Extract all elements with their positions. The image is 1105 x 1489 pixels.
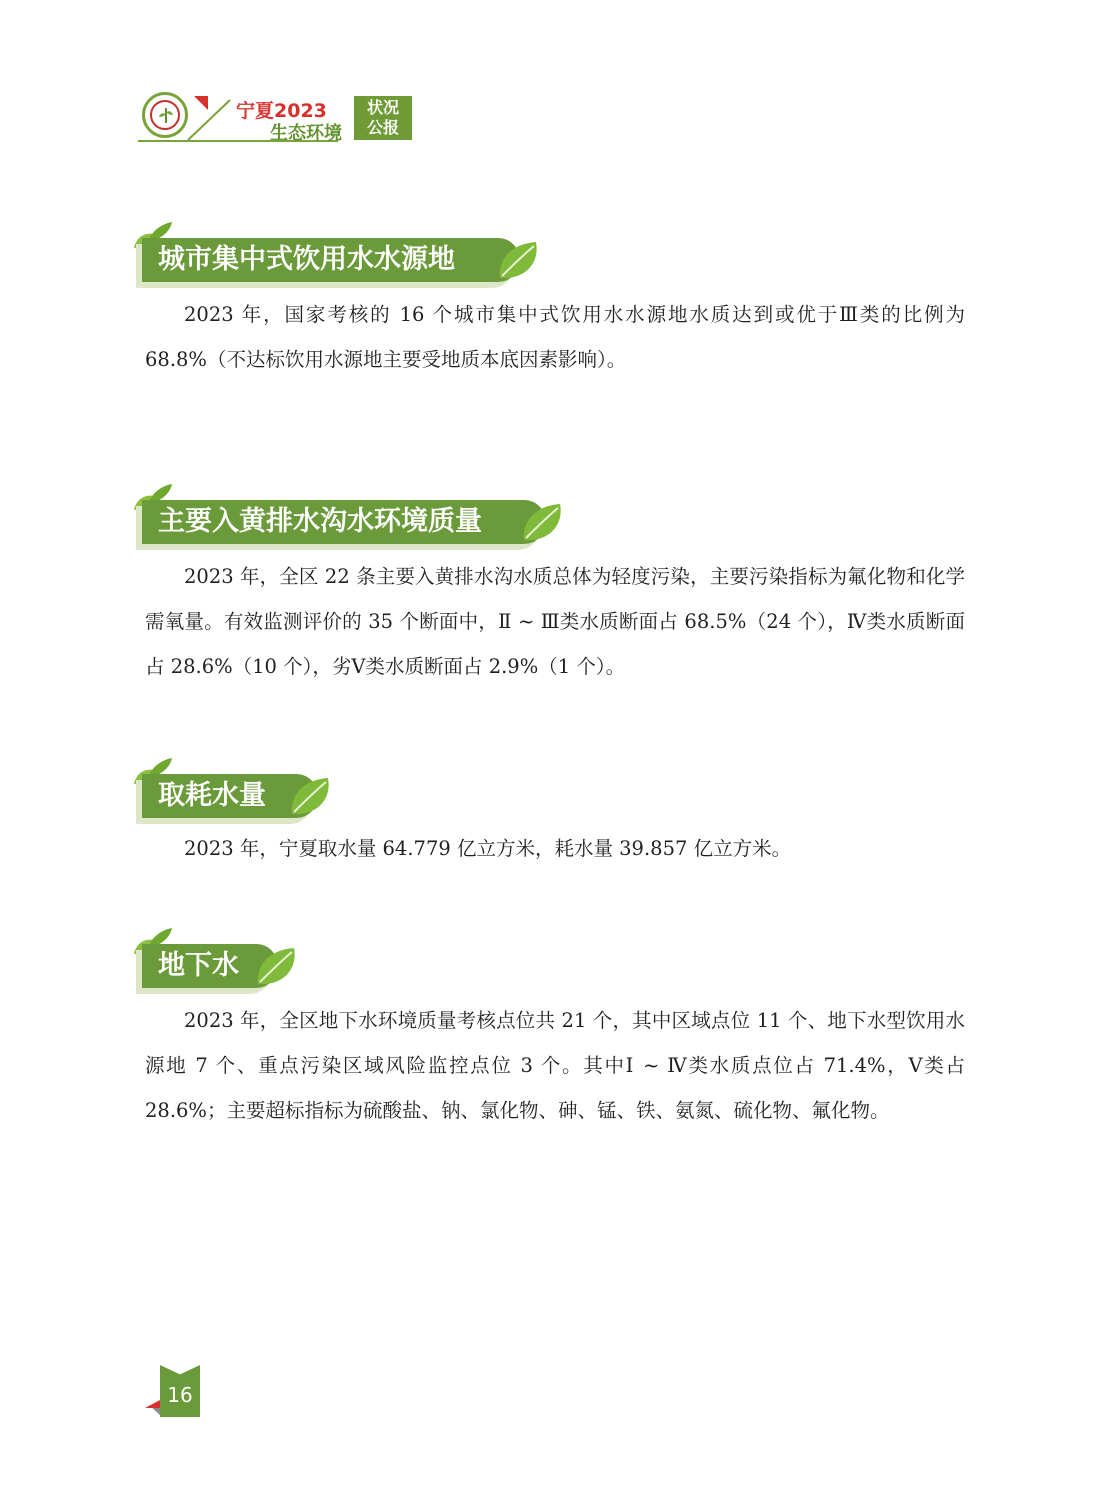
section-paragraph: 2023 年，全区地下水环境质量考核点位共 21 个，其中区域点位 11 个、地下水型饮用水源地 7 个、重点污染区域风险监控点位 3 个。其中Ⅰ ~ Ⅳ类水质点位占 71.4%，Ⅴ类占 28.6%；主要超标指标为硫酸盐、钠、氯化物、砷、锰、铁、氨氮、硫化物、氟化物。 bbox=[145, 1009, 965, 1122]
page-number-badge bbox=[145, 1365, 205, 1417]
section-title: 取耗水量 bbox=[158, 780, 266, 811]
header-badge-line1: 状况 bbox=[366, 98, 399, 117]
section-title: 地下水 bbox=[158, 950, 239, 981]
header-title-year: 宁夏2023 bbox=[236, 100, 327, 122]
big-leaf-icon bbox=[288, 774, 334, 820]
header-diagonal bbox=[186, 98, 238, 142]
big-leaf-icon bbox=[254, 944, 300, 990]
header-badge bbox=[354, 96, 412, 140]
header-title-subject: 生态环境 bbox=[270, 123, 342, 144]
section-paragraph: 2023 年，宁夏取水量 64.779 亿立方米，耗水量 39.857 亿立方米。 bbox=[184, 837, 792, 860]
section-paragraph: 2023 年，国家考核的 16 个城市集中式饮用水水源地水质达到或优于Ⅲ类的比例为 68.8%（不达标饮用水源地主要受地质本底因素影响）。 bbox=[145, 303, 965, 371]
header-badge-line2: 公报 bbox=[366, 118, 399, 137]
section-title: 城市集中式饮用水水源地 bbox=[158, 244, 455, 275]
big-leaf-icon bbox=[496, 238, 542, 284]
section-paragraph: 2023 年，全区 22 条主要入黄排水沟水质总体为轻度污染，主要污染指标为氟化物和化学需氧量。有效监测评价的 35 个断面中，Ⅱ ~ Ⅲ类水质断面占 68.5%（24 个），Ⅳ类水质断面占 28.6%（10 个），劣Ⅴ类水质断面占 2.9%（1 个）。 bbox=[145, 565, 965, 678]
section-title: 主要入黄排水沟水环境质量 bbox=[158, 506, 482, 537]
report-header bbox=[138, 92, 418, 144]
leaf-emblem-icon bbox=[157, 106, 175, 124]
page-number: 16 bbox=[167, 1383, 193, 1407]
big-leaf-icon bbox=[520, 500, 566, 546]
emblem-logo bbox=[142, 92, 188, 138]
